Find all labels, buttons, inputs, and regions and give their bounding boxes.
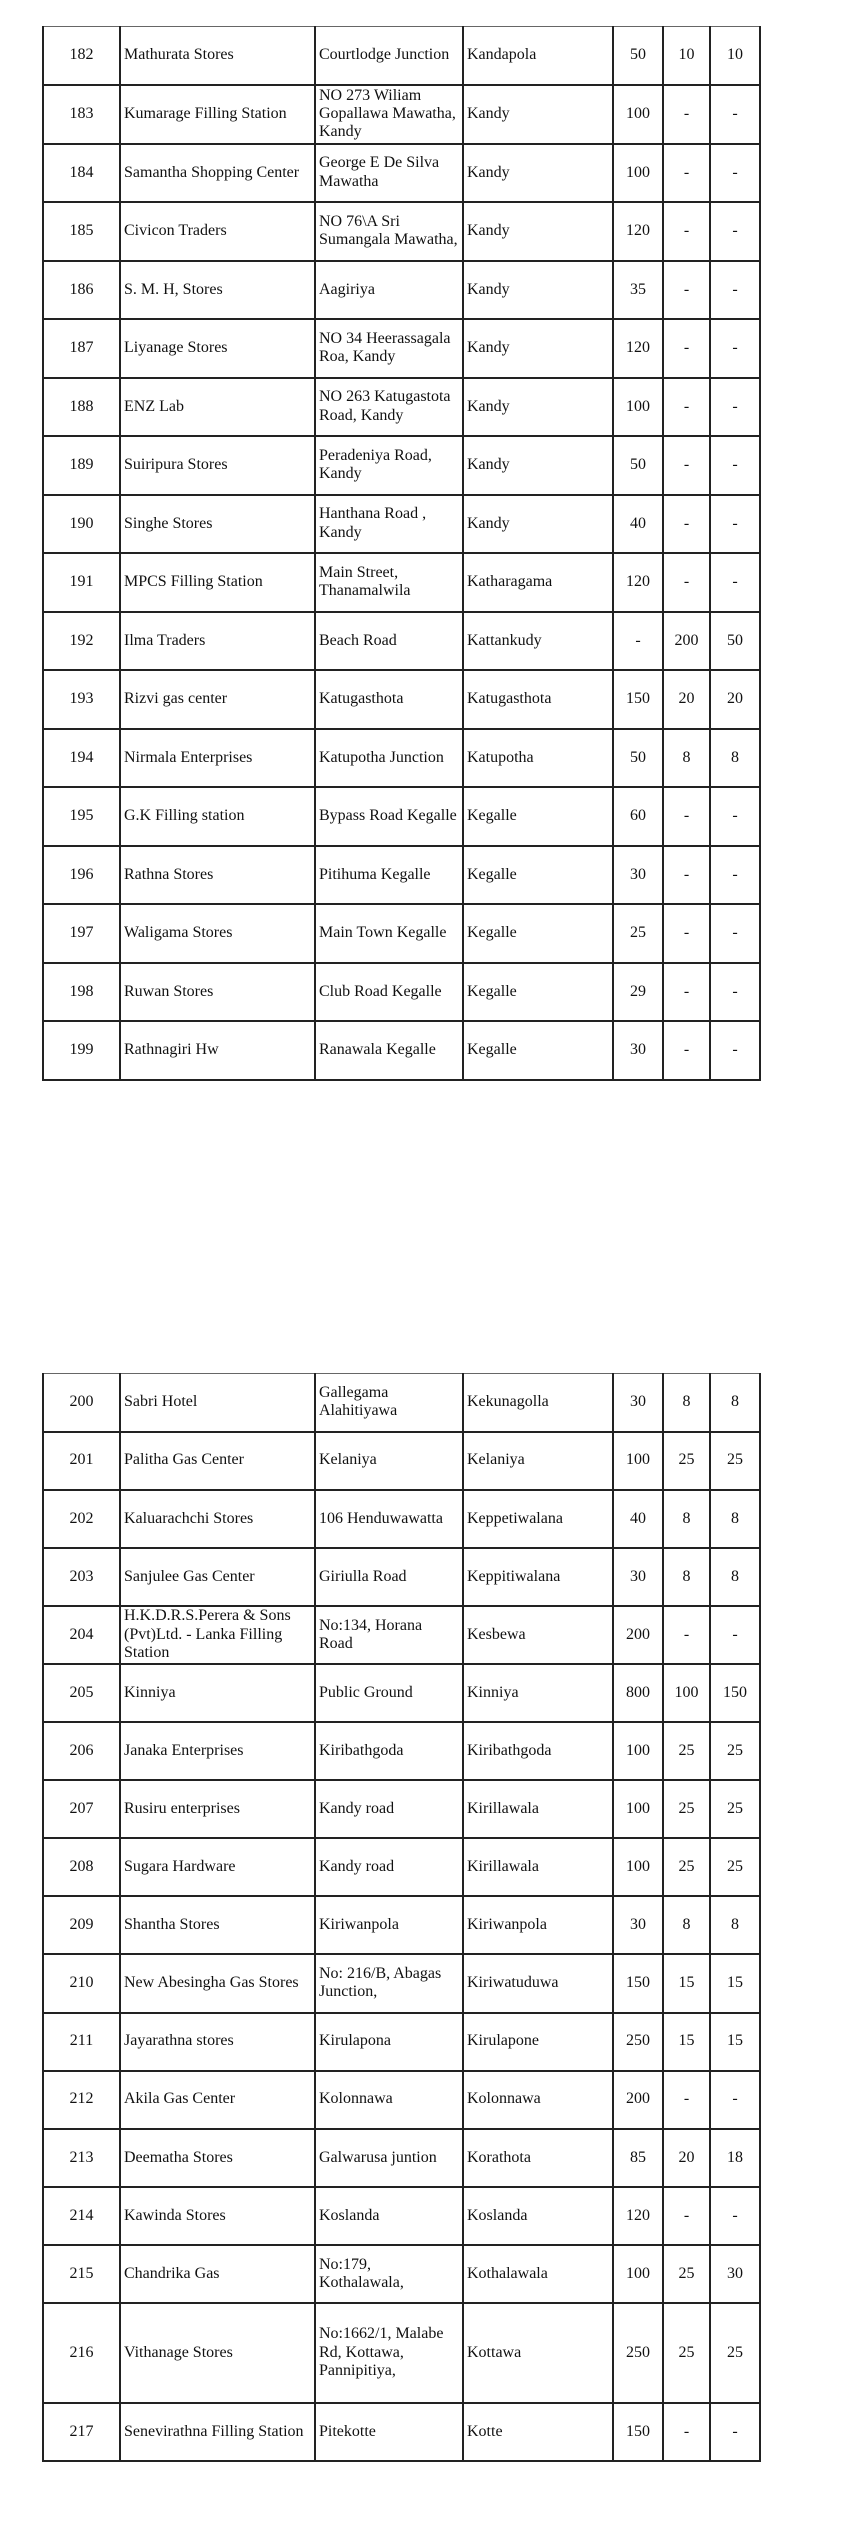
dealer-number: 188	[43, 378, 120, 437]
dealer-town: Kandy	[463, 436, 613, 495]
dealer-number: 214	[43, 2187, 120, 2245]
dealer-address: Bypass Road Kegalle	[315, 787, 463, 846]
table-row	[43, 1722, 760, 1780]
dealer-town: Keppitiwalana	[463, 1548, 613, 1606]
dealer-town: Kelaniya	[463, 1432, 613, 1490]
quantity-col-2: -	[663, 144, 710, 203]
dealer-town: Kandy	[463, 261, 613, 320]
dealer-town: Kegalle	[463, 787, 613, 846]
quantity-col-2: 25	[663, 1838, 710, 1896]
quantity-col-1: 150	[613, 670, 663, 729]
dealer-town: Kegalle	[463, 1021, 613, 1080]
quantity-col-2: 25	[663, 1780, 710, 1838]
dealer-address: Kandy road	[315, 1780, 463, 1838]
table-row	[43, 963, 760, 1022]
dealer-name: Deematha Stores	[120, 2129, 315, 2187]
table-row	[43, 2245, 760, 2303]
dealer-name: Sugara Hardware	[120, 1838, 315, 1896]
dealer-address: Kiriwanpola	[315, 1896, 463, 1954]
dealer-town: Kegalle	[463, 963, 613, 1022]
quantity-col-3: -	[710, 495, 760, 554]
dealer-name: S. M. H, Stores	[120, 261, 315, 320]
dealer-name: MPCS Filling Station	[120, 553, 315, 612]
dealer-address: 106 Henduwawatta	[315, 1490, 463, 1548]
dealer-address: Kandy road	[315, 1838, 463, 1896]
quantity-col-1: 35	[613, 261, 663, 320]
dealer-number: 209	[43, 1896, 120, 1954]
quantity-col-3: 25	[710, 1432, 760, 1490]
quantity-col-2: 100	[663, 1664, 710, 1722]
quantity-col-2: -	[663, 2403, 710, 2461]
table-row	[43, 436, 760, 495]
dealer-name: Palitha Gas Center	[120, 1432, 315, 1490]
table-row	[43, 670, 760, 729]
quantity-col-3: 15	[710, 2013, 760, 2071]
table-row	[43, 2129, 760, 2187]
quantity-col-2: 25	[663, 2245, 710, 2303]
quantity-col-3: 25	[710, 1780, 760, 1838]
quantity-col-2: 25	[663, 1432, 710, 1490]
dealer-address: Club Road Kegalle	[315, 963, 463, 1022]
dealer-town: Kandy	[463, 144, 613, 203]
dealer-name: Suiripura Stores	[120, 436, 315, 495]
quantity-col-1: 30	[613, 1896, 663, 1954]
dealer-address: NO 34 Heerassagala Roa, Kandy	[315, 319, 463, 378]
quantity-col-3: -	[710, 2071, 760, 2129]
dealer-town: Kegalle	[463, 904, 613, 963]
dealer-name: Mathurata Stores	[120, 27, 315, 86]
dealer-number: 207	[43, 1780, 120, 1838]
dealer-town: Kekunagolla	[463, 1374, 613, 1432]
dealer-town: Kandy	[463, 495, 613, 554]
table-row	[43, 787, 760, 846]
quantity-col-1: 120	[613, 2187, 663, 2245]
dealer-name: G.K Filling station	[120, 787, 315, 846]
dealer-number: 194	[43, 729, 120, 788]
quantity-col-2: 10	[663, 27, 710, 86]
quantity-col-2: -	[663, 1021, 710, 1080]
dealer-address: Koslanda	[315, 2187, 463, 2245]
quantity-col-1: 200	[613, 1606, 663, 1664]
table-row	[43, 1954, 760, 2012]
dealer-address: Kelaniya	[315, 1432, 463, 1490]
dealer-address: Kiribathgoda	[315, 1722, 463, 1780]
table-row	[43, 846, 760, 905]
quantity-col-3: 150	[710, 1664, 760, 1722]
quantity-col-3: -	[710, 319, 760, 378]
dealer-name: Senevirathna Filling Station	[120, 2403, 315, 2461]
dealer-number: 184	[43, 144, 120, 203]
dealer-name: Janaka Enterprises	[120, 1722, 315, 1780]
table-row	[43, 1664, 760, 1722]
dealer-town: Koslanda	[463, 2187, 613, 2245]
quantity-col-2: -	[663, 319, 710, 378]
quantity-col-3: 10	[710, 27, 760, 86]
quantity-col-1: 100	[613, 85, 663, 144]
quantity-col-3: -	[710, 787, 760, 846]
quantity-col-3: 18	[710, 2129, 760, 2187]
dealer-address: NO 273 Wiliam Gopallawa Mawatha, Kandy	[315, 85, 463, 144]
table-row	[43, 1606, 760, 1664]
dealer-town: Kottawa	[463, 2303, 613, 2403]
dealer-town: Kattankudy	[463, 612, 613, 671]
table-row	[43, 1780, 760, 1838]
dealer-number: 203	[43, 1548, 120, 1606]
dealer-address: No:134, Horana Road	[315, 1606, 463, 1664]
dealer-number: 213	[43, 2129, 120, 2187]
table-row	[43, 495, 760, 554]
dealer-name: Kaluarachchi Stores	[120, 1490, 315, 1548]
dealer-name: Sanjulee Gas Center	[120, 1548, 315, 1606]
table-row	[43, 2071, 760, 2129]
dealer-name: Vithanage Stores	[120, 2303, 315, 2403]
dealer-name: Nirmala Enterprises	[120, 729, 315, 788]
dealer-town: Kothalawala	[463, 2245, 613, 2303]
quantity-col-3: -	[710, 261, 760, 320]
dealer-town: Katugasthota	[463, 670, 613, 729]
quantity-col-3: -	[710, 2403, 760, 2461]
quantity-col-1: 50	[613, 27, 663, 86]
dealer-number: 186	[43, 261, 120, 320]
dealer-address: Main Town Kegalle	[315, 904, 463, 963]
quantity-col-2: 20	[663, 670, 710, 729]
table-row	[43, 85, 760, 144]
quantity-col-1: 30	[613, 1374, 663, 1432]
quantity-col-3: -	[710, 85, 760, 144]
quantity-col-1: 100	[613, 1432, 663, 1490]
quantity-col-2: 15	[663, 1954, 710, 2012]
table-row	[43, 378, 760, 437]
quantity-col-2: 8	[663, 1490, 710, 1548]
dealer-number: 205	[43, 1664, 120, 1722]
dealer-number: 183	[43, 85, 120, 144]
dealer-town: Kandy	[463, 319, 613, 378]
quantity-col-2: -	[663, 85, 710, 144]
dealer-address: Courtlodge Junction	[315, 27, 463, 86]
dealer-address: No:179, Kothalawala,	[315, 2245, 463, 2303]
dealer-name: Ruwan Stores	[120, 963, 315, 1022]
dealer-address: Pitihuma Kegalle	[315, 846, 463, 905]
dealer-address: Pitekotte	[315, 2403, 463, 2461]
quantity-col-2: 25	[663, 2303, 710, 2403]
quantity-col-1: 120	[613, 319, 663, 378]
dealer-name: Waligama Stores	[120, 904, 315, 963]
quantity-col-3: 15	[710, 1954, 760, 2012]
dealer-address: Gallegama Alahitiyawa	[315, 1374, 463, 1432]
table-row	[43, 1490, 760, 1548]
quantity-col-1: 200	[613, 2071, 663, 2129]
dealer-town: Kandy	[463, 202, 613, 261]
dealer-town: Kesbewa	[463, 1606, 613, 1664]
quantity-col-3: 8	[710, 729, 760, 788]
quantity-col-3: 25	[710, 1838, 760, 1896]
dealer-address: Peradeniya Road, Kandy	[315, 436, 463, 495]
table-row	[43, 1021, 760, 1080]
table-row	[43, 1896, 760, 1954]
quantity-col-3: -	[710, 1021, 760, 1080]
quantity-col-3: 25	[710, 1722, 760, 1780]
table-row	[43, 319, 760, 378]
quantity-col-2: -	[663, 2187, 710, 2245]
dealer-name: Rizvi gas center	[120, 670, 315, 729]
table-row	[43, 553, 760, 612]
quantity-col-1: 30	[613, 1548, 663, 1606]
quantity-col-2: -	[663, 495, 710, 554]
dealer-name: Akila Gas Center	[120, 2071, 315, 2129]
quantity-col-2: -	[663, 261, 710, 320]
dealer-name: Civicon Traders	[120, 202, 315, 261]
quantity-col-1: 40	[613, 1490, 663, 1548]
dealer-table-top	[42, 26, 761, 1081]
table-row	[43, 2013, 760, 2071]
dealer-town: Kiriwatuduwa	[463, 1954, 613, 2012]
dealer-address: Hanthana Road , Kandy	[315, 495, 463, 554]
quantity-col-1: 800	[613, 1664, 663, 1722]
quantity-col-2: -	[663, 553, 710, 612]
quantity-col-2: -	[663, 2071, 710, 2129]
quantity-col-1: 50	[613, 436, 663, 495]
dealer-number: 201	[43, 1432, 120, 1490]
dealer-address: NO 263 Katugastota Road, Kandy	[315, 378, 463, 437]
table-row	[43, 2403, 760, 2461]
dealer-name: Jayarathna stores	[120, 2013, 315, 2071]
dealer-number: 197	[43, 904, 120, 963]
dealer-number: 206	[43, 1722, 120, 1780]
dealer-number: 216	[43, 2303, 120, 2403]
dealer-number: 196	[43, 846, 120, 905]
dealer-name: Rathna Stores	[120, 846, 315, 905]
quantity-col-3: 8	[710, 1374, 760, 1432]
dealer-number: 208	[43, 1838, 120, 1896]
table-row	[43, 144, 760, 203]
quantity-col-1: 100	[613, 1722, 663, 1780]
dealer-number: 210	[43, 1954, 120, 2012]
quantity-col-3: -	[710, 202, 760, 261]
quantity-col-1: 100	[613, 1780, 663, 1838]
quantity-col-2: -	[663, 1606, 710, 1664]
quantity-col-1: 120	[613, 553, 663, 612]
dealer-number: 195	[43, 787, 120, 846]
dealer-address: Public Ground	[315, 1664, 463, 1722]
dealer-address: Aagiriya	[315, 261, 463, 320]
dealer-number: 185	[43, 202, 120, 261]
table-row	[43, 261, 760, 320]
quantity-col-2: 25	[663, 1722, 710, 1780]
table-row	[43, 202, 760, 261]
quantity-col-1: 85	[613, 2129, 663, 2187]
quantity-col-1: 250	[613, 2013, 663, 2071]
dealer-town: Keppetiwalana	[463, 1490, 613, 1548]
quantity-col-1: 120	[613, 202, 663, 261]
quantity-col-3: -	[710, 904, 760, 963]
quantity-col-1: 100	[613, 378, 663, 437]
dealer-number: 189	[43, 436, 120, 495]
dealer-town: Korathota	[463, 2129, 613, 2187]
dealer-address: Main Street, Thanamalwila	[315, 553, 463, 612]
quantity-col-1: 100	[613, 144, 663, 203]
dealer-name: Rusiru enterprises	[120, 1780, 315, 1838]
dealer-town: Kinniya	[463, 1664, 613, 1722]
quantity-col-3: -	[710, 1606, 760, 1664]
dealer-town: Kirillawala	[463, 1780, 613, 1838]
dealer-address: Katupotha Junction	[315, 729, 463, 788]
dealer-number: 217	[43, 2403, 120, 2461]
dealer-number: 211	[43, 2013, 120, 2071]
dealer-address: Giriulla Road	[315, 1548, 463, 1606]
dealer-number: 212	[43, 2071, 120, 2129]
dealer-town: Katharagama	[463, 553, 613, 612]
dealer-table-bottom	[42, 1373, 761, 2462]
quantity-col-1: 40	[613, 495, 663, 554]
table-row	[43, 612, 760, 671]
table-row	[43, 1374, 760, 1432]
dealer-address: No:1662/1, Malabe Rd, Kottawa, Pannipitiya,	[315, 2303, 463, 2403]
dealer-number: 204	[43, 1606, 120, 1664]
table-row	[43, 729, 760, 788]
dealer-table-top-body	[43, 27, 760, 1080]
dealer-name: Liyanage Stores	[120, 319, 315, 378]
quantity-col-1: 100	[613, 2245, 663, 2303]
quantity-col-2: 15	[663, 2013, 710, 2071]
dealer-name: Ilma Traders	[120, 612, 315, 671]
table-row	[43, 1838, 760, 1896]
quantity-col-1: 25	[613, 904, 663, 963]
dealer-table-bottom-body	[43, 1374, 760, 2462]
dealer-town: Kegalle	[463, 846, 613, 905]
quantity-col-2: -	[663, 378, 710, 437]
quantity-col-1: 150	[613, 1954, 663, 2012]
dealer-name: Rathnagiri Hw	[120, 1021, 315, 1080]
quantity-col-1: -	[613, 612, 663, 671]
dealer-address: Ranawala Kegalle	[315, 1021, 463, 1080]
table-row	[43, 1548, 760, 1606]
dealer-address: Kolonnawa	[315, 2071, 463, 2129]
dealer-number: 192	[43, 612, 120, 671]
quantity-col-2: -	[663, 904, 710, 963]
quantity-col-3: -	[710, 963, 760, 1022]
dealer-address: Beach Road	[315, 612, 463, 671]
dealer-address: Galwarusa juntion	[315, 2129, 463, 2187]
quantity-col-2: -	[663, 436, 710, 495]
dealer-town: Kirulapone	[463, 2013, 613, 2071]
quantity-col-2: 20	[663, 2129, 710, 2187]
dealer-name: H.K.D.R.S.Perera & Sons (Pvt)Ltd. - Lanka Filling Station	[120, 1606, 315, 1664]
dealer-town: Kandy	[463, 85, 613, 144]
dealer-address: George E De Silva Mawatha	[315, 144, 463, 203]
dealer-number: 191	[43, 553, 120, 612]
table-row	[43, 904, 760, 963]
quantity-col-3: -	[710, 553, 760, 612]
dealer-number: 187	[43, 319, 120, 378]
quantity-col-1: 100	[613, 1838, 663, 1896]
quantity-col-3: 20	[710, 670, 760, 729]
quantity-col-3: -	[710, 144, 760, 203]
quantity-col-2: 8	[663, 1896, 710, 1954]
quantity-col-1: 30	[613, 846, 663, 905]
quantity-col-3: 8	[710, 1896, 760, 1954]
quantity-col-1: 250	[613, 2303, 663, 2403]
dealer-name: New Abesingha Gas Stores	[120, 1954, 315, 2012]
quantity-col-1: 60	[613, 787, 663, 846]
quantity-col-3: -	[710, 436, 760, 495]
dealer-name: Chandrika Gas	[120, 2245, 315, 2303]
dealer-town: Kandapola	[463, 27, 613, 86]
quantity-col-3: -	[710, 2187, 760, 2245]
table-row	[43, 1432, 760, 1490]
dealer-number: 200	[43, 1374, 120, 1432]
table-row	[43, 27, 760, 86]
table-row	[43, 2303, 760, 2403]
quantity-col-1: 50	[613, 729, 663, 788]
dealer-address: Katugasthota	[315, 670, 463, 729]
dealer-number: 182	[43, 27, 120, 86]
quantity-col-2: -	[663, 846, 710, 905]
dealer-number: 199	[43, 1021, 120, 1080]
dealer-town: Kiribathgoda	[463, 1722, 613, 1780]
table-row	[43, 2187, 760, 2245]
quantity-col-1: 150	[613, 2403, 663, 2461]
quantity-col-3: 50	[710, 612, 760, 671]
quantity-col-3: 30	[710, 2245, 760, 2303]
dealer-name: ENZ Lab	[120, 378, 315, 437]
quantity-col-3: 25	[710, 2303, 760, 2403]
quantity-col-2: 200	[663, 612, 710, 671]
quantity-col-3: 8	[710, 1490, 760, 1548]
dealer-town: Kiriwanpola	[463, 1896, 613, 1954]
quantity-col-3: -	[710, 846, 760, 905]
dealer-name: Singhe Stores	[120, 495, 315, 554]
dealer-number: 198	[43, 963, 120, 1022]
quantity-col-2: 8	[663, 729, 710, 788]
dealer-number: 202	[43, 1490, 120, 1548]
dealer-address: Kirulapona	[315, 2013, 463, 2071]
quantity-col-2: -	[663, 963, 710, 1022]
dealer-name: Kinniya	[120, 1664, 315, 1722]
dealer-name: Sabri Hotel	[120, 1374, 315, 1432]
quantity-col-1: 30	[613, 1021, 663, 1080]
quantity-col-2: 8	[663, 1548, 710, 1606]
dealer-name: Kawinda Stores	[120, 2187, 315, 2245]
dealer-town: Kolonnawa	[463, 2071, 613, 2129]
dealer-name: Kumarage Filling Station	[120, 85, 315, 144]
dealer-town: Kandy	[463, 378, 613, 437]
dealer-name: Samantha Shopping Center	[120, 144, 315, 203]
quantity-col-2: 8	[663, 1374, 710, 1432]
quantity-col-1: 29	[613, 963, 663, 1022]
dealer-town: Kirillawala	[463, 1838, 613, 1896]
dealer-address: NO 76\A Sri Sumangala Mawatha,	[315, 202, 463, 261]
quantity-col-3: 8	[710, 1548, 760, 1606]
quantity-col-2: -	[663, 787, 710, 846]
quantity-col-2: -	[663, 202, 710, 261]
dealer-number: 193	[43, 670, 120, 729]
quantity-col-3: -	[710, 378, 760, 437]
dealer-number: 190	[43, 495, 120, 554]
dealer-name: Shantha Stores	[120, 1896, 315, 1954]
dealer-town: Kotte	[463, 2403, 613, 2461]
dealer-number: 215	[43, 2245, 120, 2303]
dealer-town: Katupotha	[463, 729, 613, 788]
dealer-address: No: 216/B, Abagas Junction,	[315, 1954, 463, 2012]
